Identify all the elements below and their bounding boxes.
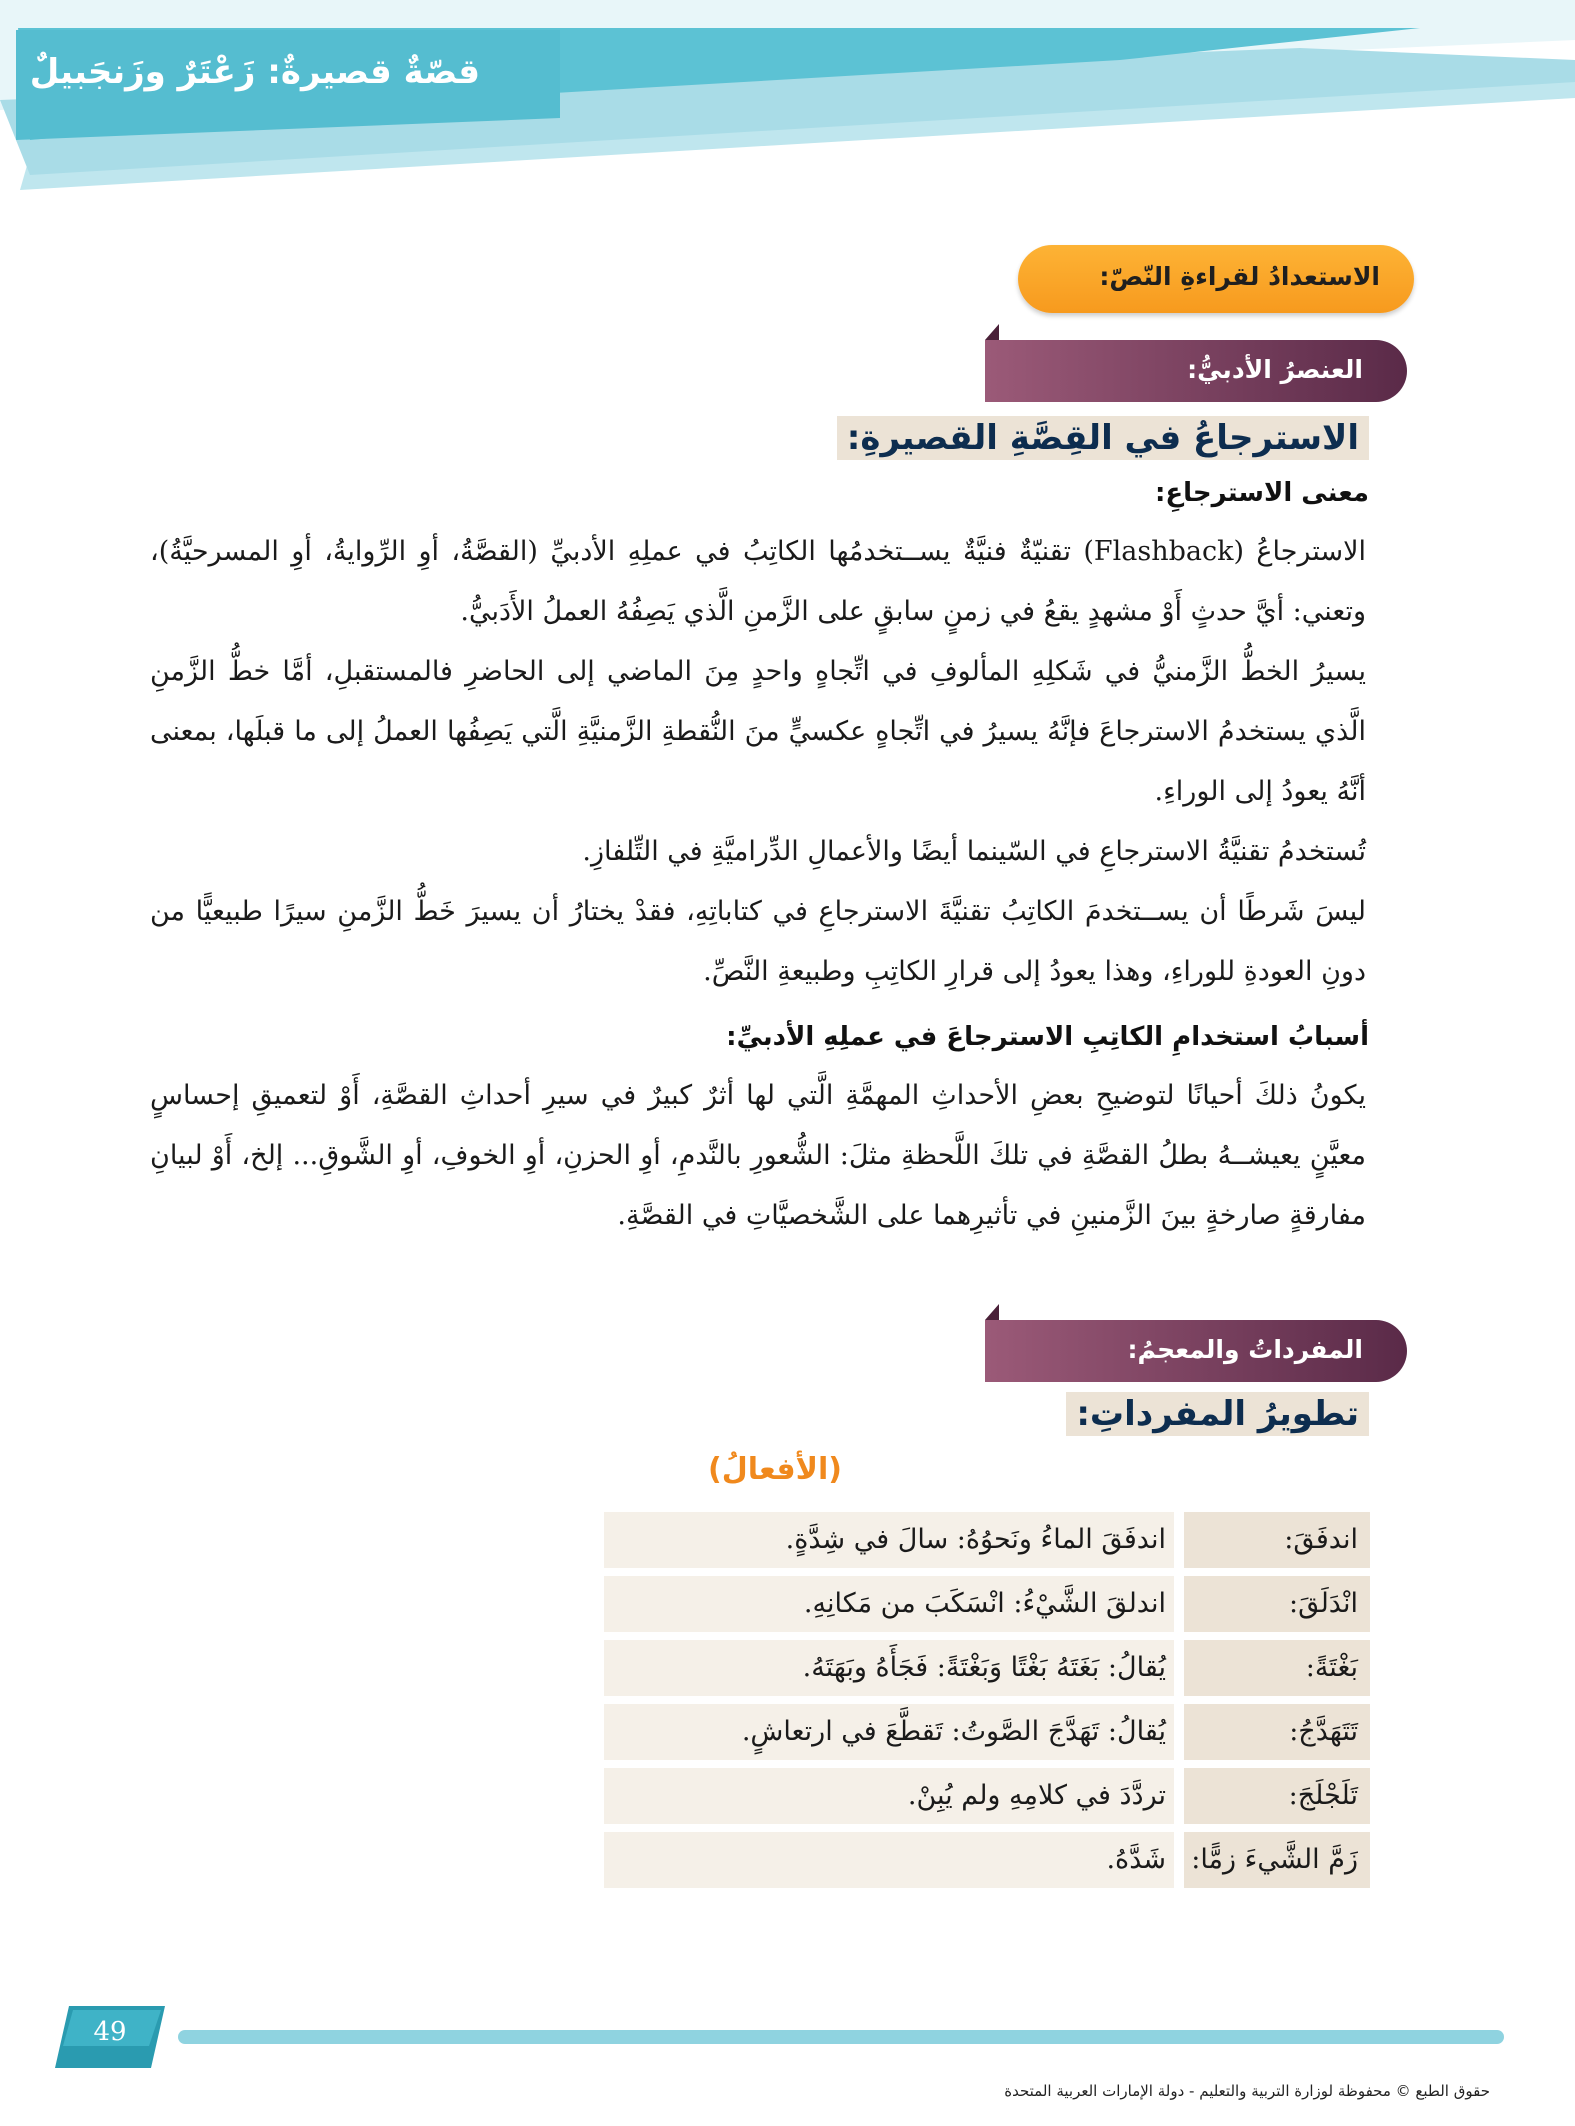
vocabulary-table bbox=[600, 1508, 1370, 1892]
vocabulary-term: تَتَهَدَّجُ: bbox=[1184, 1704, 1370, 1760]
header-banner bbox=[0, 0, 1575, 200]
vocabulary-term: تَلَجْلَجَ: bbox=[1184, 1768, 1370, 1824]
page-title: قصّةٌ قصيرةٌ: زَعْتَرٌ وزَنجَبيلٌ bbox=[29, 52, 480, 92]
literary-element-tab bbox=[985, 340, 1407, 402]
vocabulary-definition: تردَّدَ في كلامِهِ ولم يُبِنْ. bbox=[604, 1768, 1174, 1824]
prep-label-text: الاستعدادُ لقراءةِ النّصّ: bbox=[1099, 262, 1380, 291]
vocabulary-row bbox=[600, 1764, 1370, 1828]
meaning-paragraph: يسيرُ الخطُّ الزَّمنيُّ في شَكلِهِ المألوفِ في اتِّجاهٍ واحدٍ مِنَ الماضي إلى الحاضرِ فالمستقبلِ، أمَّا خطُّ الزَّمنِ الَّذي يستخدمُ الاسترجاعَ فإنَّهُ يسيرُ في اتِّجاهٍ عكسيٍّ منَ النُّقطةِ الزَّمنيَّةِ الَّتي يَصِفُها العملُ إلى ما قبلَها، بمعنى أنَّهُ يعودُ إلى الوراءِ. bbox=[150, 656, 1366, 807]
footer-bar bbox=[178, 2030, 1504, 2044]
meaning-paragraph: تُستخدمُ تقنيَّةُ الاسترجاعِ في السّينما أيضًا والأعمالِ الدِّراميَّةِ في التِّلفازِ. bbox=[582, 836, 1366, 867]
vocabulary-tab-label: المفرداتُ والمعجمُ: bbox=[1127, 1335, 1363, 1364]
vocabulary-term: زَمَّ الشَّيءَ زمًّا: bbox=[1184, 1832, 1370, 1888]
meaning-paragraph: ليسَ شَرطًا أن يســتخدمَ الكاتِبُ تقنيَّةَ الاسترجاعِ في كتاباتِهِ، فقدْ يختارُ أن يسيرَ خَطُّ الزَّمنِ سيرًا طبيعيًّا من دونِ العودةِ للوراءِ، وهذا يعودُ إلى قرارِ الكاتِبِ وطبيعةِ النَّصِّ. bbox=[150, 896, 1366, 987]
vocabulary-term: بَغْتَةً: bbox=[1184, 1640, 1370, 1696]
vocabulary-term: اندفَقَ: bbox=[1184, 1512, 1370, 1568]
meaning-paragraph: الاسترجاعُ (Flashback) تقنيّةٌ فنيَّةٌ يســتخدمُها الكاتِبُ في عملِهِ الأدبيِّ (القصَّةُ، أوِ الرِّوايةُ، أوِ المسرحيَّةُ)، وتعني: أيَّ حدثٍ أَوْ مشهدٍ يقعُ في زمنٍ سابقٍ على الزَّمنِ الَّذي يَصِفُهُ العملُ الأَدَبيُّ. bbox=[150, 536, 1367, 627]
vocabulary-term: انْدَلَقَ: bbox=[1184, 1576, 1370, 1632]
vocabulary-row bbox=[600, 1828, 1370, 1892]
vocabulary-heading: تطويرُ المفرداتِ: bbox=[1066, 1392, 1369, 1436]
vocabulary-row bbox=[600, 1700, 1370, 1764]
reasons-paragraph: يكونُ ذلكَ أحيانًا لتوضيحِ بعضِ الأحداثِ المهمَّةِ الَّتي لها أثرٌ كبيرٌ في سيرِ أحداثِ القصَّةِ، أَوْ لتعميقِ إحساسٍ معيَّنٍ يعيشــهُ بطلُ القصَّةِ في تلكَ اللَّحظةِ مثلَ: الشُّعورِ بالنَّدمِ، أوِ الحزنِ، أوِ الخوفِ، أوِ الشَّوقِ... إلخ، أَوْ لبيانِ مفارقةٍ صارخةٍ بينَ الزَّمنينِ في تأثيرِهما على الشَّخصيَّاتِ في القصَّةِ. bbox=[150, 1080, 1366, 1231]
literary-tab-label: العنصرُ الأدبيُّ: bbox=[1187, 355, 1363, 384]
copyright-notice: حقوق الطبع © محفوظة لوزارة التربية والتعليم - دولة الإمارات العربية المتحدة bbox=[1004, 2082, 1490, 2100]
meaning-text-block bbox=[150, 522, 1366, 1002]
vocabulary-definition: اندفَقَ الماءُ ونَحوُهُ: سالَ في شِدَّةٍ. bbox=[604, 1512, 1174, 1568]
vocabulary-definition: اندلقَ الشَّيْءُ: انْسَكَبَ من مَكانِهِ. bbox=[604, 1576, 1174, 1632]
vocabulary-row bbox=[600, 1636, 1370, 1700]
reasons-text-block bbox=[150, 1066, 1366, 1246]
vocabulary-row bbox=[600, 1508, 1370, 1572]
meaning-subheading: معنى الاسترجاعِ: bbox=[1154, 478, 1369, 508]
vocabulary-definition: يُقالُ: بَغَتَهُ بَغْتًا وَبَغْتَةً: فَجَأَهُ وبَهَتَهُ. bbox=[604, 1640, 1174, 1696]
vocabulary-row bbox=[600, 1572, 1370, 1636]
prep-section-label bbox=[1018, 245, 1414, 313]
page-number: 49 bbox=[93, 2017, 127, 2047]
vocabulary-definition: شَدَّهُ. bbox=[604, 1832, 1174, 1888]
verbs-label: (الأفعالُ) bbox=[708, 1452, 842, 1487]
vocabulary-tab bbox=[985, 1320, 1407, 1382]
vocabulary-definition: يُقالُ: تَهَدَّجَ الصَّوتُ: تَقطَّعَ في ارتعاشٍ. bbox=[604, 1704, 1174, 1760]
flashback-heading: الاسترجاعُ في القِصَّةِ القصيرةِ: bbox=[837, 416, 1369, 460]
reasons-subheading: أسبابُ استخدامِ الكاتِبِ الاسترجاعَ في عملِهِ الأدبيِّ: bbox=[726, 1022, 1369, 1052]
